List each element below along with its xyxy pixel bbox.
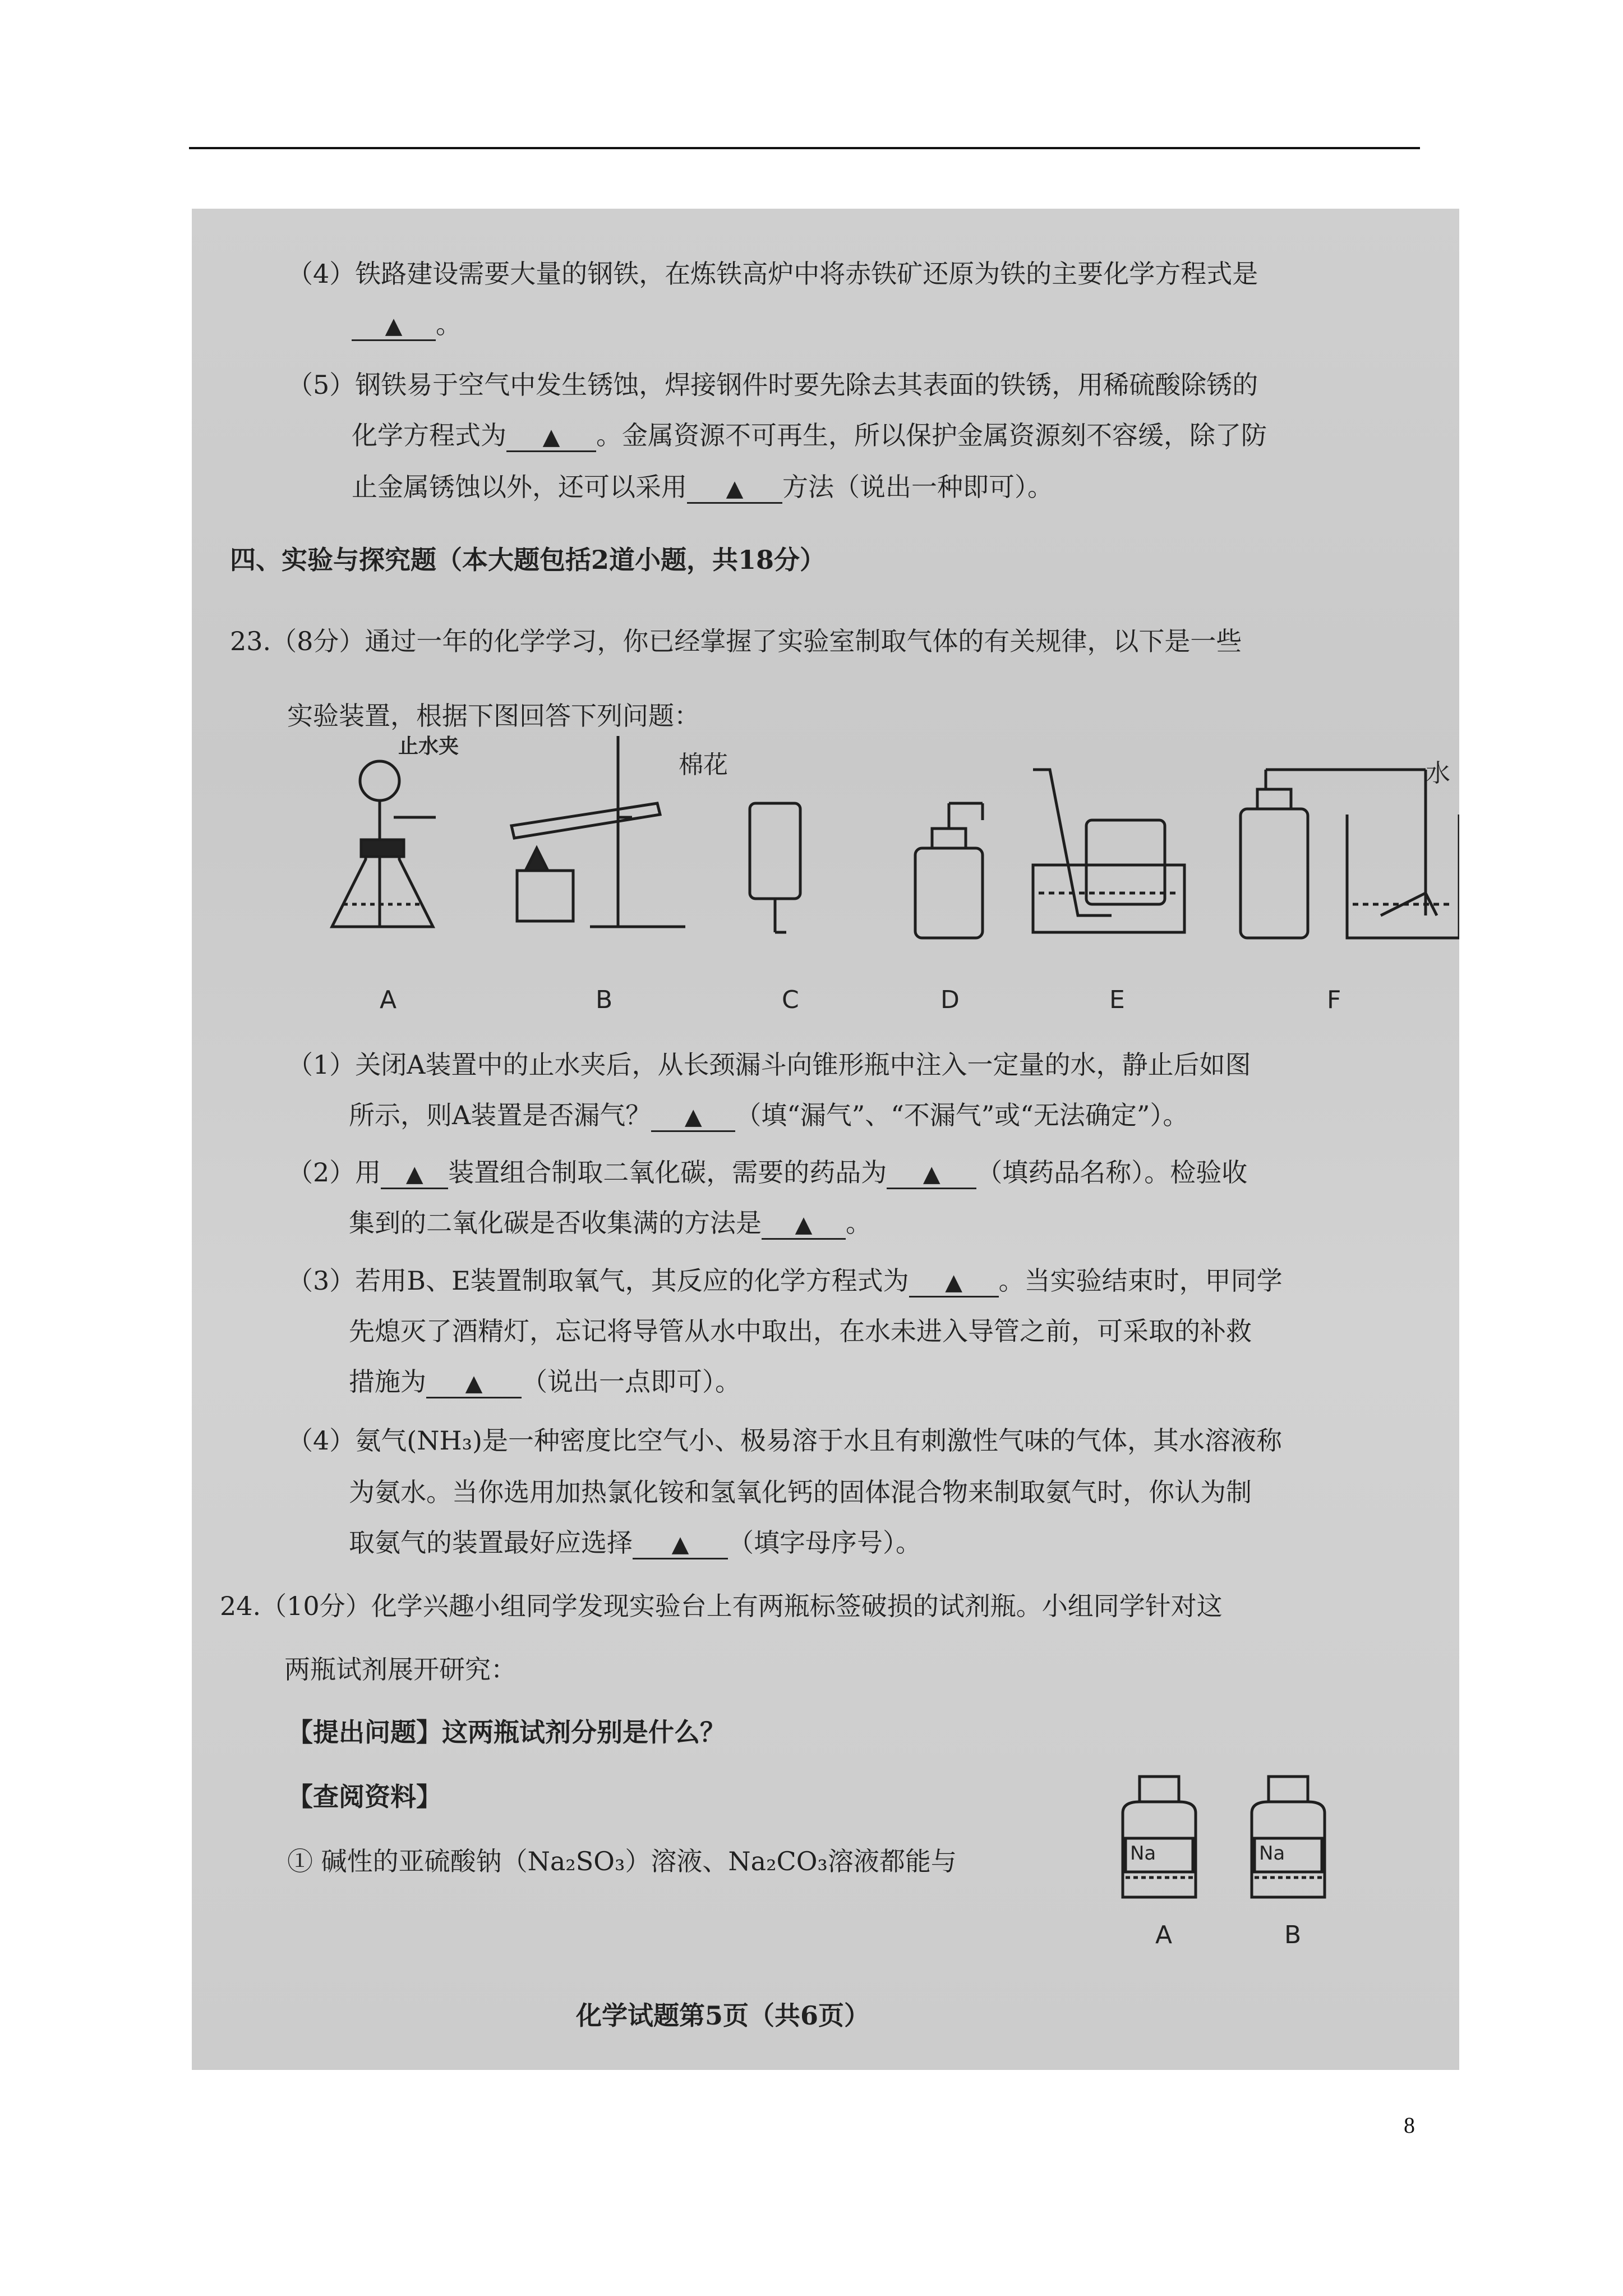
q22-part5-line1: （5）钢铁易于空气中发生锈蚀，焊接钢件时要先除去其表面的铁锈，用稀硫酸除锈的 xyxy=(287,370,1258,400)
answer-blank[interactable]: ▲ xyxy=(381,1157,448,1189)
apparatus-figure xyxy=(192,730,1459,1045)
q24-reference: 【查阅资料】 xyxy=(287,1782,442,1812)
q23-part1-line2: 所示，则A装置是否漏气？ ▲ （填“漏气”、“不漏气”或“无法确定”）。 xyxy=(349,1095,1188,1132)
bottle-a-label: Na xyxy=(1130,1842,1156,1865)
apparatus-a xyxy=(326,747,455,938)
apparatus-c xyxy=(741,798,809,944)
q23-part4-line1: （4）氨气(NH₃)是一种密度比空气小、极易溶于水且有刺激性气味的气体，其水溶液称 xyxy=(287,1425,1282,1456)
q23-part3-line1: （3）若用B、E装置制取氧气，其反应的化学方程式为 ▲ 。当实验结束时，甲同学 xyxy=(287,1260,1283,1297)
bottle-caption-a: A xyxy=(1155,1921,1173,1949)
q22-part4-line1: （4）铁路建设需要大量的钢铁，在炼铁高炉中将赤铁矿还原为铁的主要化学方程式是 xyxy=(287,259,1258,289)
reagent-bottle-b xyxy=(1241,1774,1336,1903)
apparatus-f xyxy=(1235,764,1459,949)
answer-blank[interactable]: ▲ xyxy=(352,309,436,341)
figure-label-e: E xyxy=(1109,986,1125,1014)
q23-part2-line2: 集到的二氧化碳是否收集满的方法是 ▲ 。 xyxy=(349,1203,872,1240)
apparatus-e xyxy=(1027,764,1196,944)
q22-part5-line2: 化学方程式为 ▲ 。金属资源不可再生，所以保护金属资源刻不容缓，除了防 xyxy=(352,415,1267,452)
q24-stem-line2: 两瓶试剂展开研究： xyxy=(284,1654,517,1685)
q24-stem-line1: 24.（10分）化学兴趣小组同学发现实验台上有两瓶标签破损的试剂瓶。小组同学针对这 xyxy=(220,1591,1223,1621)
page-footer: 化学试题第5页（共6页） xyxy=(576,2000,870,2031)
figure-label-f: F xyxy=(1327,986,1341,1014)
q23-stem-line2: 实验装置，根据下图回答下列问题： xyxy=(287,701,700,731)
page-number: 8 xyxy=(1404,2113,1415,2138)
answer-blank[interactable]: ▲ xyxy=(651,1100,735,1132)
answer-blank[interactable]: ▲ xyxy=(687,472,782,504)
clamp-label: 止水夹 xyxy=(398,735,459,758)
bottle-caption-b: B xyxy=(1284,1921,1302,1949)
q23-part3-line2: 先熄灭了酒精灯，忘记将导管从水中取出，在水未进入导管之前，可采取的补救 xyxy=(349,1316,1252,1346)
q24-question: 【提出问题】这两瓶试剂分别是什么？ xyxy=(287,1717,726,1747)
figure-label-d: D xyxy=(940,986,960,1014)
q23-part2-line1: （2）用 ▲ 装置组合制取二氧化碳，需要的药品为 ▲ （填药品名称）。检验收 xyxy=(287,1152,1247,1189)
q22-part5-line3: 止金属锈蚀以外，还可以采用 ▲ 方法（说出一种即可）。 xyxy=(352,467,1053,504)
answer-blank[interactable]: ▲ xyxy=(762,1208,846,1240)
water-label: 水 xyxy=(1426,759,1450,788)
answer-blank[interactable]: ▲ xyxy=(633,1527,728,1559)
figure-label-b: B xyxy=(596,986,613,1014)
q23-part3-line3: 措施为 ▲ （说出一点即可）。 xyxy=(349,1361,741,1398)
q23-part4-line2: 为氨水。当你选用加热氯化铵和氢氧化钙的固体混合物来制取氨气时，你认为制 xyxy=(349,1477,1252,1507)
q24-item1: ① 碱性的亚硫酸钠（Na₂SO₃）溶液、Na₂CO₃溶液都能与 xyxy=(287,1846,957,1876)
answer-blank[interactable]: ▲ xyxy=(426,1366,522,1398)
bottle-b-label: Na xyxy=(1259,1842,1285,1865)
answer-blank[interactable]: ▲ xyxy=(506,420,596,452)
section-title: 四、实验与探究题（本大题包括2道小题，共18分） xyxy=(230,545,826,575)
q23-part1-line1: （1）关闭A装置中的止水夹后，从长颈漏斗向锥形瓶中注入一定量的水，静止后如图 xyxy=(287,1050,1251,1080)
answer-blank[interactable]: ▲ xyxy=(909,1266,999,1297)
scanned-page-photo xyxy=(192,209,1459,2070)
apparatus-d xyxy=(904,798,994,944)
q22-part4-line2: ▲ 。 xyxy=(352,304,462,341)
q23-part4-line3: 取氨气的装置最好应选择 ▲ （填字母序号）。 xyxy=(349,1522,921,1559)
q23-stem-line1: 23.（8分）通过一年的化学学习，你已经掌握了实验室制取气体的有关规律，以下是一些 xyxy=(230,626,1242,656)
reagent-bottle-a xyxy=(1112,1774,1207,1903)
answer-blank[interactable]: ▲ xyxy=(887,1157,976,1189)
cotton-label: 棉花 xyxy=(679,751,728,779)
figure-label-a: A xyxy=(380,986,397,1014)
figure-label-c: C xyxy=(782,986,799,1014)
top-rule xyxy=(189,147,1420,149)
